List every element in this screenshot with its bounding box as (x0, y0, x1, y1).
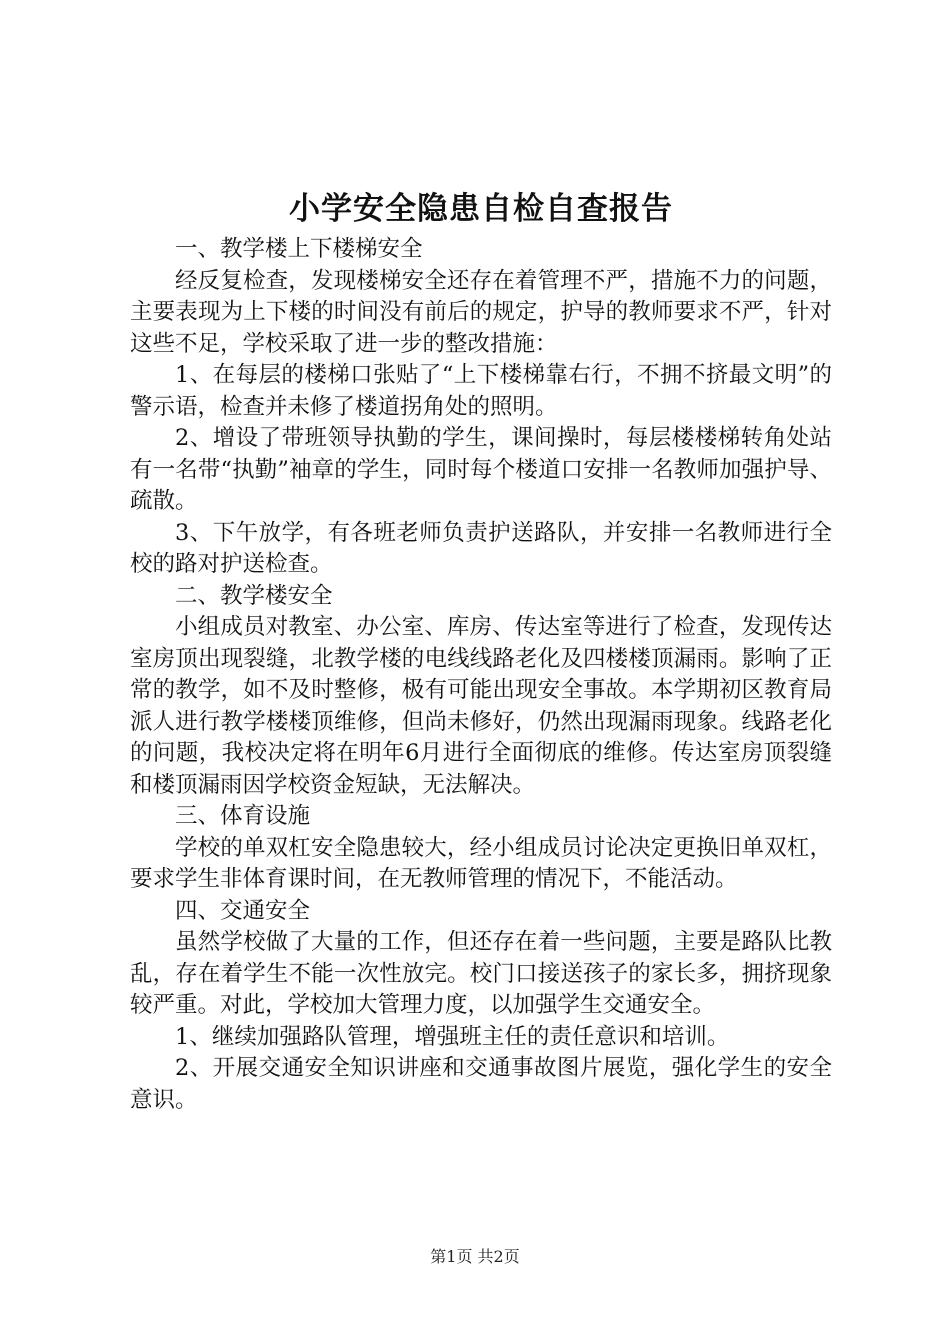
section-heading-building: 二、教学楼安全 (175, 582, 333, 609)
paragraph-sports-findings: 学校的单双杠安全隐患较大，经小组成员讨论决定更换旧单双杠，要求学生非体育课时间，在无教师管理的情况下，不能活动。 (130, 834, 832, 892)
paragraph-stairs-measure-2: 2、增设了带班领导执勤的学生，课间操时，每层楼楼梯转角处站有一名带“执勤”袖章的学生，同时每个楼道口安排一名教师加强护导、疏散。 (130, 425, 832, 514)
document-title: 小学安全隐患自检自查报告 (289, 191, 673, 227)
section-heading-sports: 三、体育设施 (175, 803, 311, 829)
paragraph-stairs-measure-3: 3、下午放学，有各班老师负责护送路队，并安排一名教师进行全校的路对护送检查。 (130, 519, 832, 577)
paragraph-stairs-findings: 经反复检查，发现楼梯安全还存在着管理不严，措施不力的问题，主要表现为上下楼的时间没有前后的规定，护导的教师要求不严，针对这些不足，学校采取了进一步的整改措施： (130, 267, 832, 357)
section-heading-traffic: 四、交通安全 (175, 897, 311, 924)
paragraph-traffic-measure-1: 1、继续加强路队管理，增强班主任的责任意识和培训。 (175, 1023, 730, 1050)
paragraph-stairs-measure-1: 1、在每层的楼梯口张贴了“上下楼梯靠右行，不拥不挤最文明”的警示语，检查并未修了楼道拐角处的照明。 (130, 362, 832, 420)
document-body (130, 234, 832, 1116)
section-heading-stairs: 一、教学楼上下楼梯安全 (175, 236, 423, 262)
document-page (130, 186, 832, 1116)
page-footer: 第1页 共2页 (430, 1247, 520, 1266)
paragraph-traffic-measure-2: 2、开展交通安全知识讲座和交通事故图片展览，强化学生的安全意识。 (130, 1055, 832, 1113)
paragraph-building-findings: 小组成员对教室、办公室、库房、传达室等进行了检查，发现传达室房顶出现裂缝，北教学楼的电线线路老化及四楼楼顶漏雨。影响了正常的教学，如不及时整修，极有可能出现安全事故。本学期初区教育局派人进行教学楼楼顶维修，但尚未修好，仍然出现漏雨现象。线路老化的问题，我校决定将在明年6月进行全面彻底的维修。传达室房顶裂缝和楼顶漏雨因学校资金短缺，无法解决。 (130, 614, 832, 798)
paragraph-traffic-findings: 虽然学校做了大量的工作，但还存在着一些问题，主要是路队比教乱，存在着学生不能一次性放完。校门口接送孩子的家长多，拥挤现象较严重。对此，学校加大管理力度，以加强学生交通安全。 (130, 929, 832, 1018)
